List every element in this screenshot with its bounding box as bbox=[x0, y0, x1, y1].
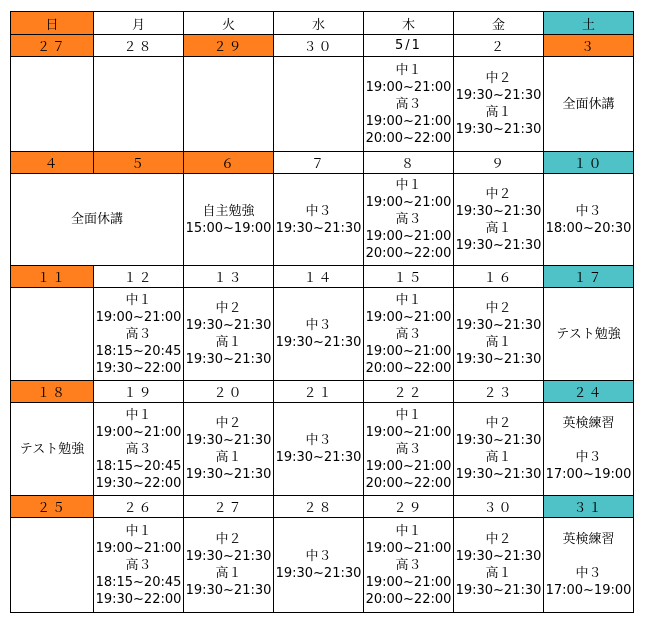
schedule-cell bbox=[454, 288, 544, 381]
schedule-line: 高３ bbox=[395, 441, 422, 457]
schedule-cell bbox=[11, 403, 94, 496]
schedule-line: 19:00~21:00 bbox=[365, 574, 452, 590]
date-cell: １２ bbox=[94, 266, 184, 288]
schedule-line: 19:30~21:30 bbox=[275, 220, 362, 236]
schedule-line: 中３ bbox=[305, 433, 332, 448]
date-row bbox=[11, 266, 634, 288]
schedule-line: 中１ bbox=[395, 407, 422, 423]
schedule-line: 19:30~21:30 bbox=[275, 450, 362, 465]
date-cell: ２９ bbox=[364, 496, 454, 518]
schedule-line: 19:30~21:30 bbox=[275, 566, 362, 581]
schedule-line: 中１ bbox=[395, 292, 422, 308]
schedule-line: 19:30~21:30 bbox=[455, 122, 542, 137]
schedule-line: 高３ bbox=[125, 326, 152, 342]
schedule-spacer bbox=[544, 548, 633, 565]
schedule-line: 中１ bbox=[395, 523, 422, 539]
schedule-line: 高１ bbox=[215, 566, 242, 581]
schedule-line: 19:30~21:30 bbox=[455, 549, 542, 564]
date-cell: １８ bbox=[11, 381, 94, 403]
schedule-line: 19:00~21:00 bbox=[365, 458, 452, 474]
date-cell: ２７ bbox=[184, 496, 274, 518]
date-cell: １６ bbox=[454, 266, 544, 288]
schedule-line: 19:30~21:30 bbox=[455, 88, 542, 103]
schedule-cell bbox=[94, 518, 184, 613]
weekday-sat: 土 bbox=[544, 12, 634, 35]
schedule-line: 19:30~21:30 bbox=[455, 203, 542, 219]
schedule-line: 19:30~21:30 bbox=[455, 352, 542, 367]
schedule-line: 全面休講 bbox=[562, 96, 615, 112]
schedule-line: テスト勉強 bbox=[556, 326, 621, 342]
schedule-line: 高３ bbox=[395, 326, 422, 342]
schedule-line: 中１ bbox=[125, 407, 152, 423]
schedule-row bbox=[11, 403, 634, 496]
date-cell: ９ bbox=[454, 152, 544, 174]
schedule-line: テスト勉強 bbox=[19, 441, 85, 457]
date-cell: １３ bbox=[184, 266, 274, 288]
schedule-line: 19:30~21:30 bbox=[185, 318, 272, 333]
schedule-row bbox=[11, 288, 634, 381]
schedule-line: 19:30~22:00 bbox=[95, 360, 182, 376]
date-cell: ２８ bbox=[274, 496, 364, 518]
date-cell: ６ bbox=[184, 152, 274, 174]
schedule-line: 中３ bbox=[305, 318, 332, 333]
schedule-line: 19:00~21:00 bbox=[95, 540, 182, 556]
date-cell: ２１ bbox=[274, 381, 364, 403]
schedule-line: 20:00~22:00 bbox=[365, 130, 452, 146]
schedule-line: 自主勉強 bbox=[202, 203, 255, 219]
date-cell: ２ bbox=[454, 35, 544, 57]
date-cell: ３１ bbox=[544, 496, 634, 518]
schedule-line: 高３ bbox=[395, 557, 422, 573]
schedule-line: 英検練習 bbox=[562, 532, 615, 547]
schedule-cell bbox=[94, 57, 184, 152]
date-row bbox=[11, 496, 634, 518]
schedule-line: 高３ bbox=[125, 557, 152, 573]
schedule-line: 中２ bbox=[485, 186, 512, 202]
date-cell: ２７ bbox=[11, 35, 94, 57]
schedule-line: 19:30~21:30 bbox=[185, 583, 272, 598]
schedule-line: 19:30~21:30 bbox=[455, 583, 542, 598]
date-cell: ３０ bbox=[454, 496, 544, 518]
schedule-cell bbox=[274, 288, 364, 381]
weekday-thu: 木 bbox=[364, 12, 454, 35]
date-cell: １９ bbox=[94, 381, 184, 403]
schedule-line: 高１ bbox=[215, 450, 242, 465]
monthly-schedule-calendar bbox=[10, 11, 634, 613]
schedule-line: 19:00~21:00 bbox=[95, 424, 182, 440]
schedule-line: 17:00~19:00 bbox=[545, 467, 632, 482]
date-row bbox=[11, 152, 634, 174]
schedule-cell bbox=[11, 518, 94, 613]
schedule-row bbox=[11, 174, 634, 266]
date-cell: ２０ bbox=[184, 381, 274, 403]
schedule-line: 中２ bbox=[215, 301, 242, 316]
schedule-line: 19:30~21:30 bbox=[185, 467, 272, 482]
schedule-line: 19:30~22:00 bbox=[95, 591, 182, 607]
schedule-line: 中３ bbox=[305, 203, 332, 219]
schedule-line: 19:00~21:00 bbox=[95, 309, 182, 325]
schedule-cell bbox=[94, 403, 184, 496]
date-cell: ２４ bbox=[544, 381, 634, 403]
schedule-line: 19:00~21:00 bbox=[365, 309, 452, 325]
schedule-line: 20:00~22:00 bbox=[365, 360, 452, 376]
schedule-cell bbox=[364, 518, 454, 613]
schedule-cell bbox=[364, 174, 454, 266]
schedule-line: 19:00~21:00 bbox=[365, 540, 452, 556]
date-row bbox=[11, 35, 634, 57]
schedule-row bbox=[11, 57, 634, 152]
schedule-spacer bbox=[544, 432, 633, 449]
schedule-line: 全面休講 bbox=[70, 212, 123, 227]
schedule-line: 中３ bbox=[575, 203, 602, 219]
schedule-cell bbox=[184, 403, 274, 496]
schedule-line: 中１ bbox=[395, 62, 422, 78]
schedule-cell bbox=[184, 288, 274, 381]
schedule-line: 高３ bbox=[125, 441, 152, 457]
schedule-line: 中３ bbox=[305, 549, 332, 564]
schedule-line: 19:00~21:00 bbox=[365, 424, 452, 440]
schedule-cell bbox=[274, 174, 364, 266]
schedule-cell bbox=[544, 174, 634, 266]
schedule-line: 19:30~22:00 bbox=[95, 475, 182, 491]
schedule-line: 19:30~21:30 bbox=[185, 433, 272, 448]
schedule-line: 19:30~21:30 bbox=[185, 549, 272, 564]
schedule-row bbox=[11, 518, 634, 613]
date-cell: １５ bbox=[364, 266, 454, 288]
schedule-line: 高１ bbox=[485, 220, 512, 236]
schedule-line: 中２ bbox=[215, 416, 242, 431]
date-cell: １７ bbox=[544, 266, 634, 288]
schedule-line: 英検練習 bbox=[562, 416, 615, 431]
schedule-line: 19:00~21:00 bbox=[365, 79, 452, 95]
schedule-line: 17:00~19:00 bbox=[545, 583, 632, 598]
schedule-cell bbox=[454, 403, 544, 496]
schedule-line: 19:00~21:00 bbox=[365, 343, 452, 359]
schedule-line: 19:30~21:30 bbox=[455, 237, 542, 253]
weekday-header-row bbox=[11, 12, 634, 35]
schedule-line: 20:00~22:00 bbox=[365, 591, 452, 607]
schedule-line: 18:15~20:45 bbox=[95, 574, 182, 590]
schedule-cell bbox=[11, 174, 184, 266]
date-cell: 5/1 bbox=[364, 35, 454, 57]
schedule-cell bbox=[11, 288, 94, 381]
schedule-line: 中２ bbox=[485, 532, 512, 547]
schedule-line: 中２ bbox=[485, 301, 512, 316]
date-cell: ５ bbox=[94, 152, 184, 174]
schedule-line: 中３ bbox=[575, 450, 602, 465]
schedule-line: 20:00~22:00 bbox=[365, 246, 452, 261]
schedule-line: 中２ bbox=[485, 416, 512, 431]
date-cell: ２６ bbox=[94, 496, 184, 518]
schedule-line: 18:15~20:45 bbox=[95, 343, 182, 359]
schedule-line: 19:30~21:30 bbox=[455, 318, 542, 333]
schedule-line: 18:15~20:45 bbox=[95, 458, 182, 474]
calendar-body bbox=[11, 12, 634, 613]
schedule-cell bbox=[11, 57, 94, 152]
date-cell: ８ bbox=[364, 152, 454, 174]
weekday-mon: 月 bbox=[94, 12, 184, 35]
schedule-line: 高１ bbox=[485, 450, 512, 465]
date-cell: ３０ bbox=[274, 35, 364, 57]
date-cell: ２９ bbox=[184, 35, 274, 57]
schedule-line: 高３ bbox=[395, 96, 422, 112]
date-cell: ２３ bbox=[454, 381, 544, 403]
schedule-line: 高３ bbox=[395, 212, 422, 227]
weekday-fri: 金 bbox=[454, 12, 544, 35]
weekday-wed: 水 bbox=[274, 12, 364, 35]
weekday-sun: 日 bbox=[11, 12, 94, 35]
schedule-line: 中１ bbox=[125, 292, 152, 308]
schedule-cell bbox=[274, 57, 364, 152]
schedule-line: 中１ bbox=[395, 178, 422, 193]
schedule-cell bbox=[544, 403, 634, 496]
schedule-line: 中２ bbox=[485, 71, 512, 86]
schedule-cell bbox=[184, 174, 274, 266]
schedule-line: 高１ bbox=[215, 335, 242, 350]
schedule-line: 19:30~21:30 bbox=[185, 352, 272, 367]
schedule-line: 19:30~21:30 bbox=[455, 467, 542, 482]
schedule-cell bbox=[544, 57, 634, 152]
schedule-line: 19:00~21:00 bbox=[365, 229, 452, 244]
schedule-cell bbox=[94, 288, 184, 381]
schedule-line: 19:30~21:30 bbox=[275, 335, 362, 350]
schedule-cell bbox=[454, 518, 544, 613]
weekday-tue: 火 bbox=[184, 12, 274, 35]
schedule-cell bbox=[454, 57, 544, 152]
schedule-line: 中３ bbox=[575, 566, 602, 581]
schedule-line: 中２ bbox=[215, 532, 242, 547]
date-row bbox=[11, 381, 634, 403]
schedule-line: 19:30~21:30 bbox=[455, 433, 542, 448]
date-cell: ４ bbox=[11, 152, 94, 174]
schedule-line: 高１ bbox=[485, 105, 512, 120]
date-cell: ２８ bbox=[94, 35, 184, 57]
schedule-cell bbox=[364, 57, 454, 152]
schedule-cell bbox=[184, 518, 274, 613]
date-cell: ３ bbox=[544, 35, 634, 57]
schedule-cell bbox=[544, 518, 634, 613]
schedule-line: 19:00~21:00 bbox=[365, 113, 452, 129]
date-cell: １１ bbox=[11, 266, 94, 288]
schedule-cell bbox=[544, 288, 634, 381]
date-cell: １４ bbox=[274, 266, 364, 288]
date-cell: ２２ bbox=[364, 381, 454, 403]
date-cell: ７ bbox=[274, 152, 364, 174]
schedule-line: 15:00~19:00 bbox=[185, 220, 272, 236]
schedule-cell bbox=[274, 518, 364, 613]
schedule-cell bbox=[454, 174, 544, 266]
schedule-cell bbox=[364, 288, 454, 381]
schedule-line: 中１ bbox=[125, 523, 152, 539]
date-cell: １０ bbox=[544, 152, 634, 174]
schedule-cell bbox=[184, 57, 274, 152]
schedule-line: 高１ bbox=[485, 566, 512, 581]
date-cell: ２５ bbox=[11, 496, 94, 518]
schedule-cell bbox=[274, 403, 364, 496]
schedule-line: 高１ bbox=[485, 335, 512, 350]
schedule-line: 19:00~21:00 bbox=[365, 195, 452, 210]
schedule-cell bbox=[364, 403, 454, 496]
schedule-line: 20:00~22:00 bbox=[365, 475, 452, 491]
schedule-line: 18:00~20:30 bbox=[545, 220, 632, 236]
